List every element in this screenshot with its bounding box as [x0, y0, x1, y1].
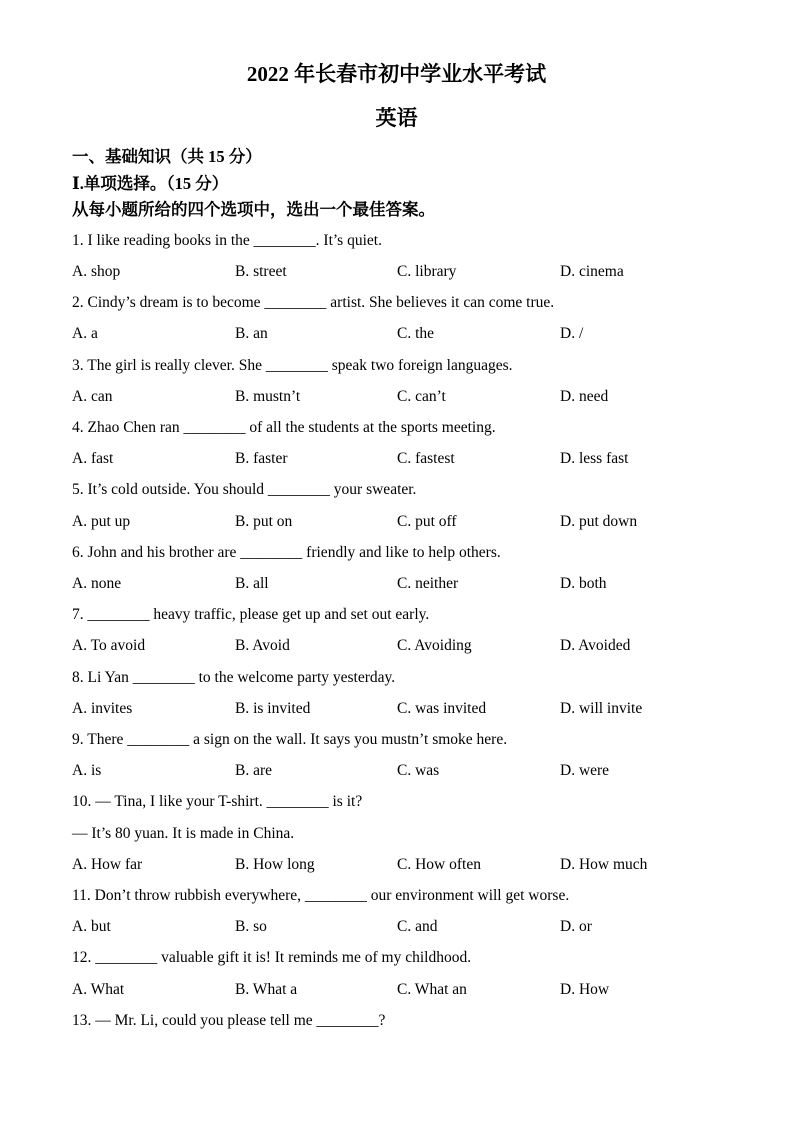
question-2-options-row — [72, 318, 721, 349]
question-4-option-b: B. faster — [235, 450, 288, 468]
question-4-options-row — [72, 443, 721, 474]
question-2-stem: 2. Cindy’s dream is to become ________ artist. She believes it can come true. — [72, 294, 555, 312]
question-3-option-a: A. can — [72, 387, 113, 405]
section-heading: 一、基础知识（共 15 分） — [72, 147, 262, 166]
page-title: 2022 年长春市初中学业水平考试 — [246, 62, 547, 86]
question-6-stem: 6. John and his brother are ________ friendly and like to help others. — [72, 543, 501, 561]
question-10-option-a: A. How far — [72, 855, 143, 873]
question-11-option-b: B. so — [235, 918, 267, 936]
question-9-option-a: A. is — [72, 762, 102, 780]
question-1-option-c: C. library — [397, 262, 457, 280]
question-12-options-row — [72, 974, 721, 1005]
question-4-option-c: C. fastest — [397, 450, 455, 468]
question-9-option-b: B. are — [235, 762, 273, 780]
question-6-option-c: C. neither — [397, 575, 459, 593]
question-1-option-d: D. cinema — [560, 262, 624, 280]
question-6-option-b: B. all — [235, 575, 269, 593]
question-5-option-d: D. put down — [560, 512, 638, 530]
question-8-stem: 8. Li Yan ________ to the welcome party yesterday. — [72, 668, 396, 686]
section-header — [72, 144, 721, 224]
question-5-stem: 5. It’s cold outside. You should ________ your sweater. — [72, 481, 417, 499]
question-4-option-d: D. less fast — [560, 450, 629, 468]
question-5-option-c: C. put off — [397, 512, 457, 530]
question-8-option-d: D. will invite — [560, 699, 643, 717]
question-3-option-c: C. can’t — [397, 387, 446, 405]
question-7-stem: 7. ________ heavy traffic, please get up and set out early. — [72, 606, 430, 624]
question-11-stem: 11. Don’t throw rubbish everywhere, ________ our environment will get worse. — [72, 887, 570, 905]
question-8-option-c: C. was invited — [397, 699, 487, 717]
page-subtitle: 英语 — [375, 106, 418, 130]
question-9-stem: 9. There ________ a sign on the wall. It says you mustn’t smoke here. — [72, 731, 508, 749]
question-4-stem: 4. Zhao Chen ran ________ of all the students at the sports meeting. — [72, 419, 496, 436]
question-2-option-d: D. / — [560, 325, 584, 343]
question-1-option-b: B. street — [235, 262, 287, 280]
question-5-options-row — [72, 506, 721, 537]
question-list — [72, 225, 721, 1036]
question-8-option-b: B. is invited — [235, 699, 311, 717]
question-7-option-c: C. Avoiding — [397, 637, 472, 655]
question-3-stem: 3. The girl is really clever. She ________ speak two foreign languages. — [72, 356, 513, 374]
question-12-option-d: D. How — [560, 980, 610, 998]
question-7-option-b: B. Avoid — [235, 637, 290, 655]
question-3-options-row — [72, 381, 721, 412]
question-7-option-d: D. Avoided — [560, 637, 631, 655]
question-2-option-a: A. a — [72, 325, 98, 343]
question-3-option-b: B. mustn’t — [235, 387, 301, 405]
question-10-stem: 10. — Tina, I like your T-shirt. ________ is it? — [72, 793, 363, 811]
question-4-option-a: A. fast — [72, 450, 114, 468]
question-10-stem: — It’s 80 yuan. It is made in China. — [72, 824, 295, 842]
question-11-option-c: C. and — [397, 918, 438, 936]
question-12-option-b: B. What a — [235, 980, 298, 998]
question-11-option-d: D. or — [560, 918, 592, 936]
question-8-option-a: A. invites — [72, 699, 133, 717]
question-9-option-c: C. was — [397, 762, 440, 780]
question-6-option-d: D. both — [560, 575, 607, 593]
question-8-options-row — [72, 693, 721, 724]
question-5-option-a: A. put up — [72, 512, 131, 530]
question-12-stem: 12. ________ valuable gift it is! It reminds me of my childhood. — [72, 949, 472, 967]
question-10-option-d: D. How much — [560, 855, 648, 873]
question-10-option-b: B. How long — [235, 855, 315, 873]
question-7-options-row — [72, 630, 721, 661]
question-13-stem: 13. — Mr. Li, could you please tell me ________? — [72, 1011, 386, 1029]
question-3-option-d: D. need — [560, 387, 609, 405]
question-1-option-a: A. shop — [72, 262, 121, 280]
question-9-options-row — [72, 755, 721, 786]
section-subheading: Ⅰ.单项选择。（15 分） — [72, 173, 229, 193]
question-1-stem: 1. I like reading books in the ________. It’s quiet. — [72, 231, 382, 249]
question-9-option-d: D. were — [560, 762, 610, 780]
question-6-option-a: A. none — [72, 575, 122, 593]
question-7-option-a: A. To avoid — [72, 637, 146, 655]
question-11-options-row — [72, 911, 721, 942]
question-12-option-a: A. What — [72, 980, 125, 998]
question-2-option-c: C. the — [397, 325, 435, 343]
question-10-option-c: C. How often — [397, 855, 481, 873]
question-1-options-row — [72, 256, 721, 287]
question-10-options-row — [72, 849, 721, 880]
question-11-option-a: A. but — [72, 918, 111, 936]
question-12-option-c: C. What an — [397, 980, 467, 998]
section-instruction: 从每小题所给的四个选项中，选出一个最佳答案。 — [72, 200, 435, 220]
question-6-options-row — [72, 568, 721, 599]
question-2-option-b: B. an — [235, 325, 268, 343]
question-5-option-b: B. put on — [235, 512, 293, 530]
